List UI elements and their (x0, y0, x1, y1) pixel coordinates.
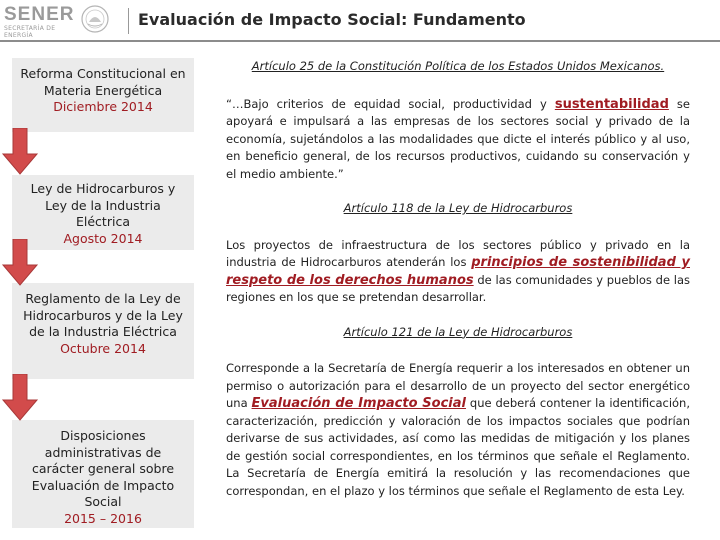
timeline-box-reglamento (12, 283, 194, 379)
timeline-date: Agosto 2014 (63, 230, 143, 246)
timeline-label: Reglamento de la Ley de Hidrocarburos y de la Ley de la Industria Eléctrica (23, 291, 183, 339)
national-seal-icon (80, 4, 110, 34)
highlight-sustentabilidad: sustentabilidad (554, 96, 669, 112)
down-arrow-icon (0, 374, 40, 422)
down-arrow-icon (0, 239, 40, 287)
down-arrow-icon (0, 128, 40, 176)
timeline-label: Disposiciones administrativas de carácter general sobre Evaluación de Impacto Social (31, 428, 175, 509)
header (0, 0, 720, 40)
timeline-label: Reforma Constitucional en Materia Energética (20, 66, 186, 98)
highlight-evaluacion: Evaluación de Impacto Social (251, 396, 466, 411)
article-121-text: Corresponde a la Secretaría de Energía requerir a los interesados en obtener un permiso o autorización para el desarrollo de un proyecto del sector energético una Evaluación de Impacto Social que deberá contener la identificación, caracterización, predicción y valoración de los impactos sociales que podrían derivarse de sus actividades, así como las medidas de mitigación y los planes de gestión social correspondientes, en los términos que señale el Reglamento. La Secretaría de Energía emitirá la resolución y las recomendaciones que correspondan, en el plazo y los términos que señale el Reglamento de esta Ley. (226, 361, 690, 498)
article-25-title: Artículo 25 de la Constitución Política de los Estados Unidos Mexicanos. (251, 59, 665, 73)
articles-column (226, 58, 690, 500)
header-divider (0, 40, 720, 42)
article-25-text: “…Bajo criterios de equidad social, productividad y sustentabilidad se apoyará e impulsará a las empresas de los sectores social y privado de la economía, sujetándolos a las modalidades que dicte el interés público y al uso, en beneficio general, de los recursos productivos, cuidando su conservación y el medio ambiente.” (226, 96, 690, 181)
logo-subtext: SECRETARÍA DE ENERGÍA (4, 25, 56, 39)
highlight-principios: principios de sostenibilidad y respeto de los derechos humanos (226, 255, 690, 288)
timeline-box-disposiciones (12, 420, 194, 528)
timeline-box-reforma (12, 58, 194, 132)
timeline-label: Ley de Hidrocarburos y Ley de la Industria Eléctrica (30, 181, 176, 229)
article-121-title: Artículo 121 de la Ley de Hidrocarburos (343, 324, 573, 339)
logo-text: SENER (4, 4, 75, 25)
page-title: Evaluación de Impacto Social: Fundamento (138, 10, 526, 29)
title-separator (128, 8, 129, 34)
timeline-date: 2015 – 2016 (64, 510, 142, 526)
article-118-text: Los proyectos de infraestructura de los sectores público y privado en la industria de Hidrocarburos atenderán los principios de sostenibilidad y respeto de los derechos humanos de las comunidades y pueblos de las regiones en los que se pretendan desarrollar. (226, 237, 690, 304)
article-118-title: Artículo 118 de la Ley de Hidrocarburos (343, 201, 573, 215)
timeline-date: Diciembre 2014 (53, 99, 153, 114)
timeline-date: Octubre 2014 (60, 340, 146, 356)
sener-logo (4, 4, 75, 39)
